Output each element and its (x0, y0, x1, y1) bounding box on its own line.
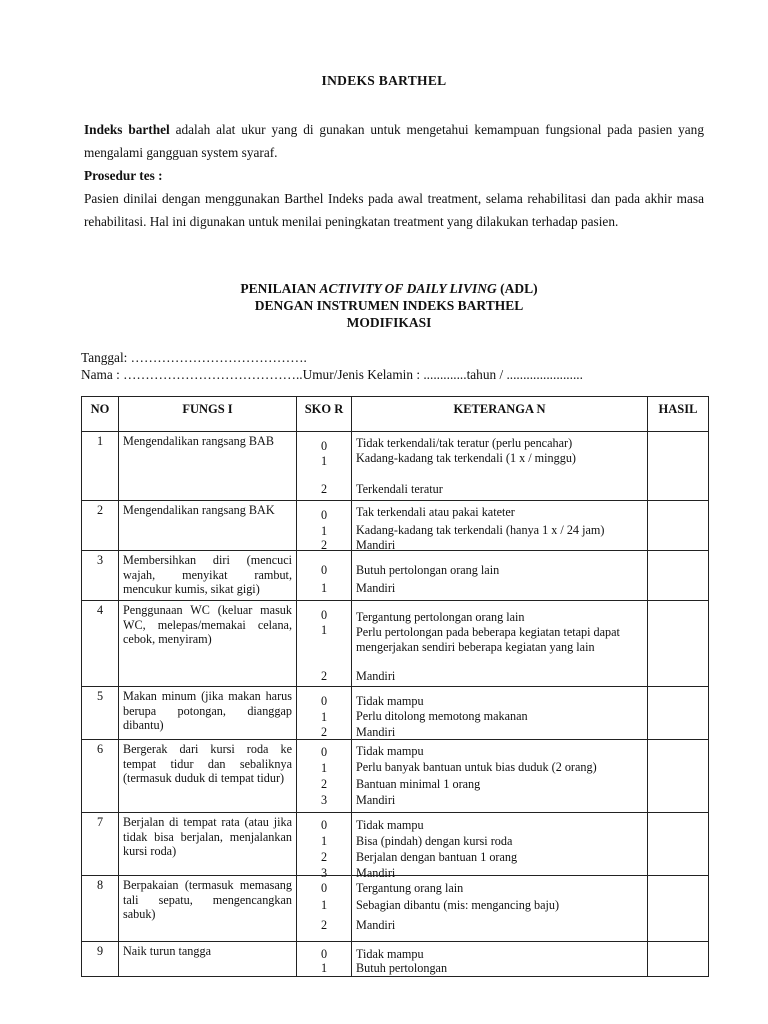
score-value: 1 (320, 710, 328, 724)
row-description-cell (352, 876, 648, 942)
row-result-input[interactable] (648, 601, 709, 687)
description-text: Mandiri (356, 538, 396, 552)
row-description-cell (352, 551, 648, 601)
row-result-input[interactable] (648, 501, 709, 551)
row-description-cell (352, 687, 648, 740)
header-hasil: HASIL (648, 397, 709, 432)
score-value: 0 (320, 818, 328, 832)
description-text: Mandiri (356, 581, 396, 595)
definition-text: adalah alat ukur yang di gunakan untuk mengetahui kemampuan fungsional pada pasien yang mengalami gangguan system syaraf. (84, 122, 704, 160)
score-value: 1 (320, 581, 328, 595)
score-value: 1 (320, 898, 328, 912)
score-value: 2 (320, 669, 328, 683)
row-number: 3 (82, 551, 119, 601)
row-description-cell (352, 501, 648, 551)
row-function: Berpakaian (termasuk memasang tali sepatu, mengencangkan sabuk) (119, 876, 297, 942)
description-text: Kadang-kadang tak terkendali (hanya 1 x / 24 jam) (356, 523, 605, 537)
score-value: 2 (320, 777, 328, 791)
section-heading (0, 280, 768, 331)
row-number: 2 (82, 501, 119, 551)
description-text: Tidak mampu (356, 744, 424, 758)
table-row (82, 942, 709, 977)
heading-line-3: MODIFIKASI (346, 315, 432, 330)
score-value: 0 (320, 563, 328, 577)
score-value: 1 (320, 834, 328, 848)
row-function: Mengendalikan rangsang BAK (119, 501, 297, 551)
description-text: Tidak mampu (356, 947, 424, 961)
row-description-cell (352, 601, 648, 687)
row-score-cell (297, 813, 352, 880)
score-value: 2 (320, 482, 328, 496)
heading-line-2: DENGAN INSTRUMEN INDEKS BARTHEL (254, 298, 524, 313)
score-value: 0 (320, 694, 328, 708)
description-text: Tidak mampu (356, 694, 424, 708)
row-number: 7 (82, 813, 119, 876)
intro-section (84, 118, 704, 233)
row-score-cell (297, 876, 352, 942)
description-text: Tak terkendali atau pakai kateter (356, 505, 515, 519)
description-text: Bisa (pindah) dengan kursi roda (356, 834, 513, 848)
row-number: 8 (82, 876, 119, 942)
description-text: Tergantung pertolongan orang lain (356, 610, 525, 624)
row-function: Makan minum (jika makan harus berupa potongan, dianggap dibantu) (119, 687, 297, 740)
score-value: 0 (320, 745, 328, 759)
table-row (82, 501, 709, 551)
row-number: 6 (82, 740, 119, 813)
score-value: 0 (320, 508, 328, 522)
score-value: 0 (320, 947, 328, 961)
row-number: 4 (82, 601, 119, 687)
row-function: Membersihkan diri (mencuci wajah, menyikat rambut, mencukur kumis, sikat gigi) (119, 551, 297, 601)
row-result-input[interactable] (648, 813, 709, 876)
table-row (82, 432, 709, 501)
score-value: 3 (320, 866, 328, 880)
row-description-cell (352, 432, 648, 501)
score-value: 1 (320, 524, 328, 538)
score-value: 1 (320, 454, 328, 468)
table-row (82, 551, 709, 601)
row-score-cell (297, 432, 352, 501)
table-row (82, 601, 709, 687)
row-function: Penggunaan WC (keluar masuk WC, melepas/memakai celana, cebok, menyiram) (119, 601, 297, 687)
nama-field[interactable]: Nama : …………………………………..Umur/Jenis Kelamin : .............tahun / ....................... (81, 367, 583, 382)
procedure-label: Prosedur tes : (84, 168, 163, 183)
header-no: NO (82, 397, 119, 432)
description-text: Tergantung orang lain (356, 881, 464, 895)
row-description-cell (352, 740, 648, 813)
score-value: 1 (320, 761, 328, 775)
description-text: Butuh pertolongan orang lain (356, 563, 500, 577)
row-score-cell (297, 687, 352, 740)
description-text: Perlu banyak bantuan untuk bias duduk (2 orang) (356, 760, 597, 774)
row-function: Berjalan di tempat rata (atau jika tidak bisa berjalan, menjalankan kursi roda) (119, 813, 297, 876)
description-text: Sebagian dibantu (mis: mengancing baju) (356, 898, 560, 912)
row-result-input[interactable] (648, 876, 709, 942)
description-text: Mandiri (356, 866, 396, 880)
tanggal-field[interactable]: Tanggal: …………………………………. (81, 350, 307, 365)
score-value: 2 (320, 850, 328, 864)
score-value: 1 (320, 623, 328, 637)
score-value: 0 (320, 439, 328, 453)
row-result-input[interactable] (648, 432, 709, 501)
table-header-row (82, 397, 709, 432)
procedure-text: Pasien dinilai dengan menggunakan Barthel Indeks pada awal treatment, selama rehabilitasi dan pada akhir masa rehabilitasi. Hal ini digunakan untuk menilai peningkatan treatment yang dilakukan terhadap pasien. (84, 191, 704, 229)
description-text: Tidak mampu (356, 818, 424, 832)
score-value: 3 (320, 793, 328, 807)
description-text: Berjalan dengan bantuan 1 orang (356, 850, 518, 864)
table-row (82, 687, 709, 740)
description-text: Perlu pertolongan pada beberapa kegiatan tetapi dapat mengerjakan sendiri beberapa kegiatan yang lain (356, 625, 620, 654)
row-score-cell (297, 740, 352, 813)
table-row (82, 740, 709, 813)
description-text: Terkendali teratur (356, 482, 443, 496)
row-number: 5 (82, 687, 119, 740)
row-function: Naik turun tangga (119, 942, 297, 977)
description-text: Bantuan minimal 1 orang (356, 777, 481, 791)
row-function: Mengendalikan rangsang BAB (119, 432, 297, 501)
description-text: Kadang-kadang tak terkendali (1 x / minggu) (356, 451, 576, 465)
description-text: Tidak terkendali/tak teratur (perlu pencahar) (356, 436, 573, 450)
row-score-cell (297, 942, 352, 977)
score-value: 0 (320, 881, 328, 895)
row-number: 1 (82, 432, 119, 501)
definition-term: Indeks barthel (84, 122, 170, 137)
score-value: 2 (320, 918, 328, 932)
barthel-table (81, 396, 709, 977)
row-result-input[interactable] (648, 942, 709, 977)
row-result-input[interactable] (648, 687, 709, 740)
score-value: 1 (320, 961, 328, 975)
table-row (82, 876, 709, 942)
row-description-cell (352, 942, 648, 977)
heading-line-1: PENILAIAN ACTIVITY OF DAILY LIVING (ADL) (240, 281, 538, 296)
row-result-input[interactable] (648, 551, 709, 601)
row-result-input[interactable] (648, 740, 709, 813)
description-text: Mandiri (356, 669, 396, 683)
description-text: Mandiri (356, 918, 396, 932)
description-text: Mandiri (356, 725, 396, 739)
header-keterangan: KETERANGA N (352, 397, 648, 432)
description-text: Perlu ditolong memotong makanan (356, 709, 528, 723)
score-value: 0 (320, 608, 328, 622)
table-row (82, 813, 709, 876)
description-text: Butuh pertolongan (356, 961, 448, 975)
header-skor: SKO R (297, 397, 352, 432)
row-number: 9 (82, 942, 119, 977)
row-function: Bergerak dari kursi roda ke tempat tidur dan sebaliknya (termasuk duduk di tempat tidur) (119, 740, 297, 813)
row-score-cell (297, 551, 352, 601)
row-score-cell (297, 501, 352, 551)
document-title: INDEKS BARTHEL (321, 73, 447, 88)
row-description-cell (352, 813, 648, 880)
score-value: 2 (320, 538, 328, 552)
description-text: Mandiri (356, 793, 396, 807)
definition-paragraph (84, 118, 704, 164)
row-score-cell (297, 601, 352, 687)
score-value: 2 (320, 725, 328, 739)
patient-fields (81, 349, 583, 383)
header-fungsi: FUNGS I (119, 397, 297, 432)
